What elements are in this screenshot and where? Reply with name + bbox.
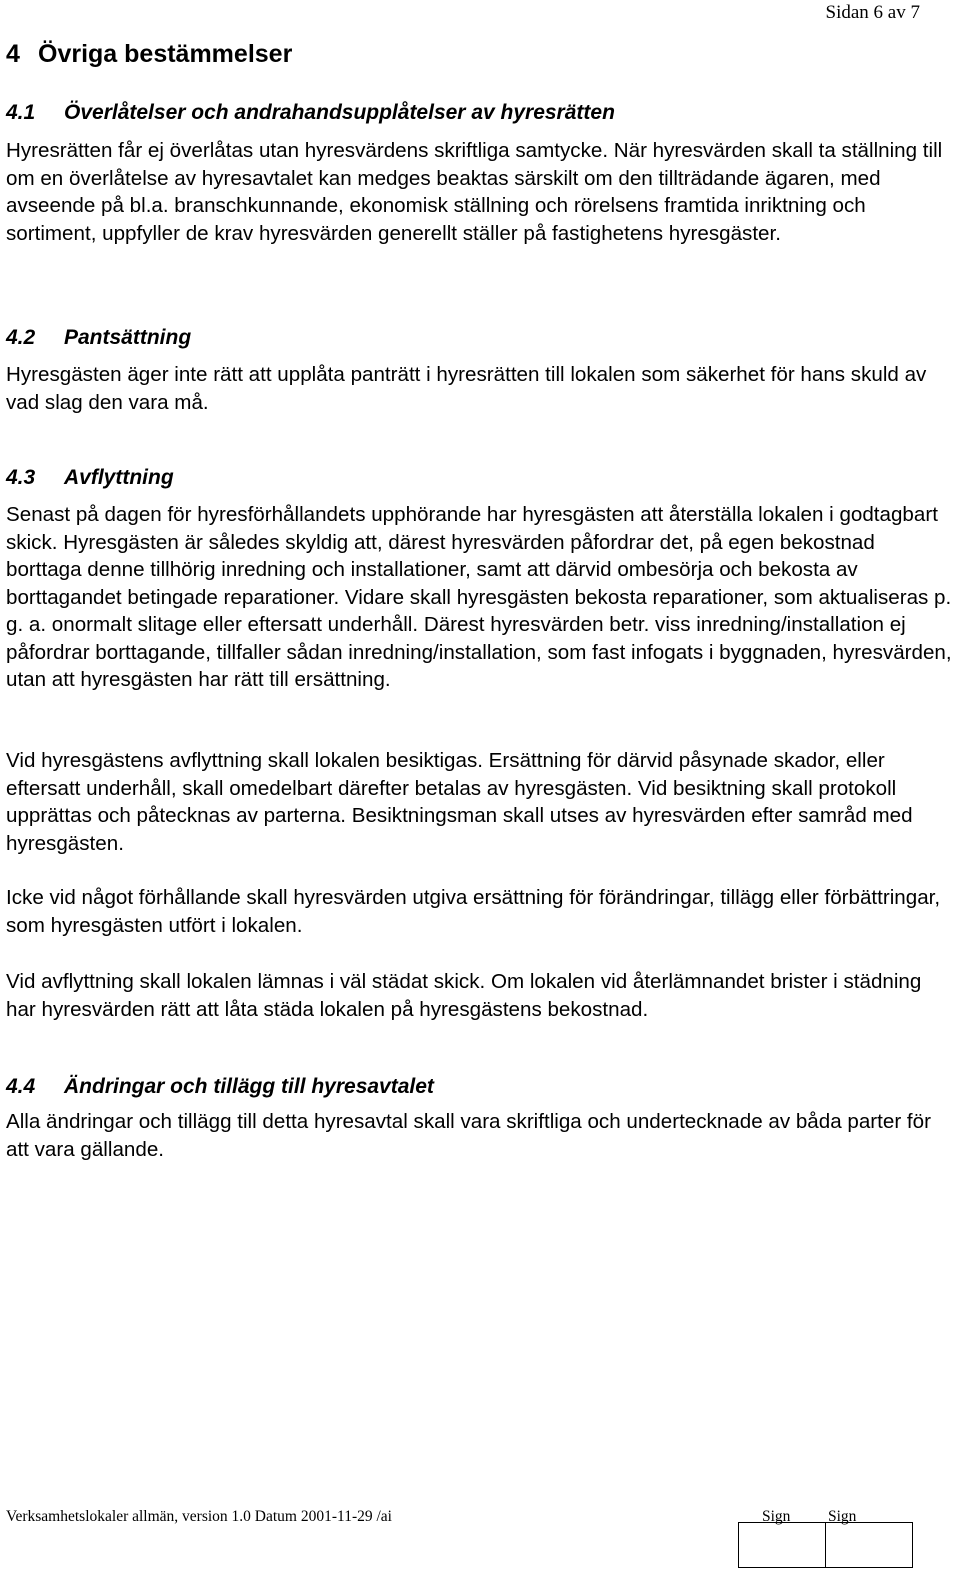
chapter-heading [6,40,292,69]
section-number: 4.1 [6,101,36,124]
chapter-title: Övriga bestämmelser [38,40,293,68]
section-4-1-paragraph-1: Hyresrätten får ej överlåtas utan hyresvärdens skriftliga samtycke. När hyresvärden skall ta ställning till om en överlåtelse av hyresavtalet kan medges beaktas särskilt om den tillträdande ägaren, med avseende på bl.a. branschkunnande, ekonomisk ställning och rörelsens framtida inriktning och sortiment, uppfyller de krav hyresvärden generellt ställer på fastighetens hyresgäster. [6,139,943,245]
section-4-3-paragraph-4: Vid avflyttning skall lokalen lämnas i väl städat skick. Om lokalen vid återlämnandet brister i städning har hyresvärden rätt att låta städa lokalen på hyresgästens bekostnad. [6,970,922,1021]
section-title: Pantsättning [64,326,192,349]
section-4-3-paragraph-1: Senast på dagen för hyresförhållandets upphörande har hyresgästen att återställa lokalen i godtagbart skick. Hyresgästen är således skyldig att, därest hyresvärden påfordrar det, på egen bekostnad borttaga denne tillhörig inredning och installationer, samt att därvid ombesörja och bekosta av borttagandet betingade reparationer. Vidare skall hyresgästen bekosta reparationer, som aktualiseras p. g. a. onormalt slitage eller eftersatt underhåll. Därest hyresvärden betr. viss inredning/installation ej påfordrar borttagande, tillfaller sådan inredning/installation, som fast infogats i byggnaden, hyresvärden, utan att hyresgästen har rätt till ersättning. [6,503,952,691]
signature-box-1[interactable] [738,1522,826,1568]
section-title: Överlåtelser och andrahandsupplåtelser av hyresrätten [64,101,615,124]
footer-text: Verksamhetslokaler allmän, version 1.0 Datum 2001-11-29 /ai [6,1508,392,1525]
section-heading-4-3 [6,466,174,490]
section-heading-4-4 [6,1075,434,1099]
signature-box-2[interactable] [825,1522,913,1568]
section-number: 4.4 [6,1075,36,1098]
section-title: Avflyttning [64,466,174,489]
section-number: 4.2 [6,326,36,349]
section-heading-4-1 [6,101,615,125]
section-title: Ändringar och tillägg till hyresavtalet [64,1075,434,1098]
sign-label-1: Sign [762,1508,791,1525]
section-4-3-paragraph-3: Icke vid något förhållande skall hyresvärden utgiva ersättning för förändringar, tillägg eller förbättringar, som hyresgästen utfört i lokalen. [6,886,941,937]
page-number: Sidan 6 av 7 [825,2,920,23]
sign-label-2: Sign [828,1508,857,1525]
section-number: 4.3 [6,466,36,489]
section-4-4-paragraph-1: Alla ändringar och tillägg till detta hyresavtal skall vara skriftliga och undertecknade av båda parter för att vara gällande. [6,1110,931,1161]
section-4-2-paragraph-1: Hyresgästen äger inte rätt att upplåta panträtt i hyresrätten till lokalen som säkerhet för hans skuld av vad slag den vara må. [6,363,927,414]
section-4-3-paragraph-2: Vid hyresgästens avflyttning skall lokalen besiktigas. Ersättning för därvid påsynade skador, eller eftersatt underhåll, skall omedelbart därefter betalas av hyresgästen. Vid besiktning skall protokoll upprättas och påtecknas av parterna. Besiktningsman skall utses av hyresvärden efter samråd med hyresgästen. [6,749,913,855]
section-heading-4-2 [6,326,191,350]
chapter-number: 4 [6,40,20,68]
